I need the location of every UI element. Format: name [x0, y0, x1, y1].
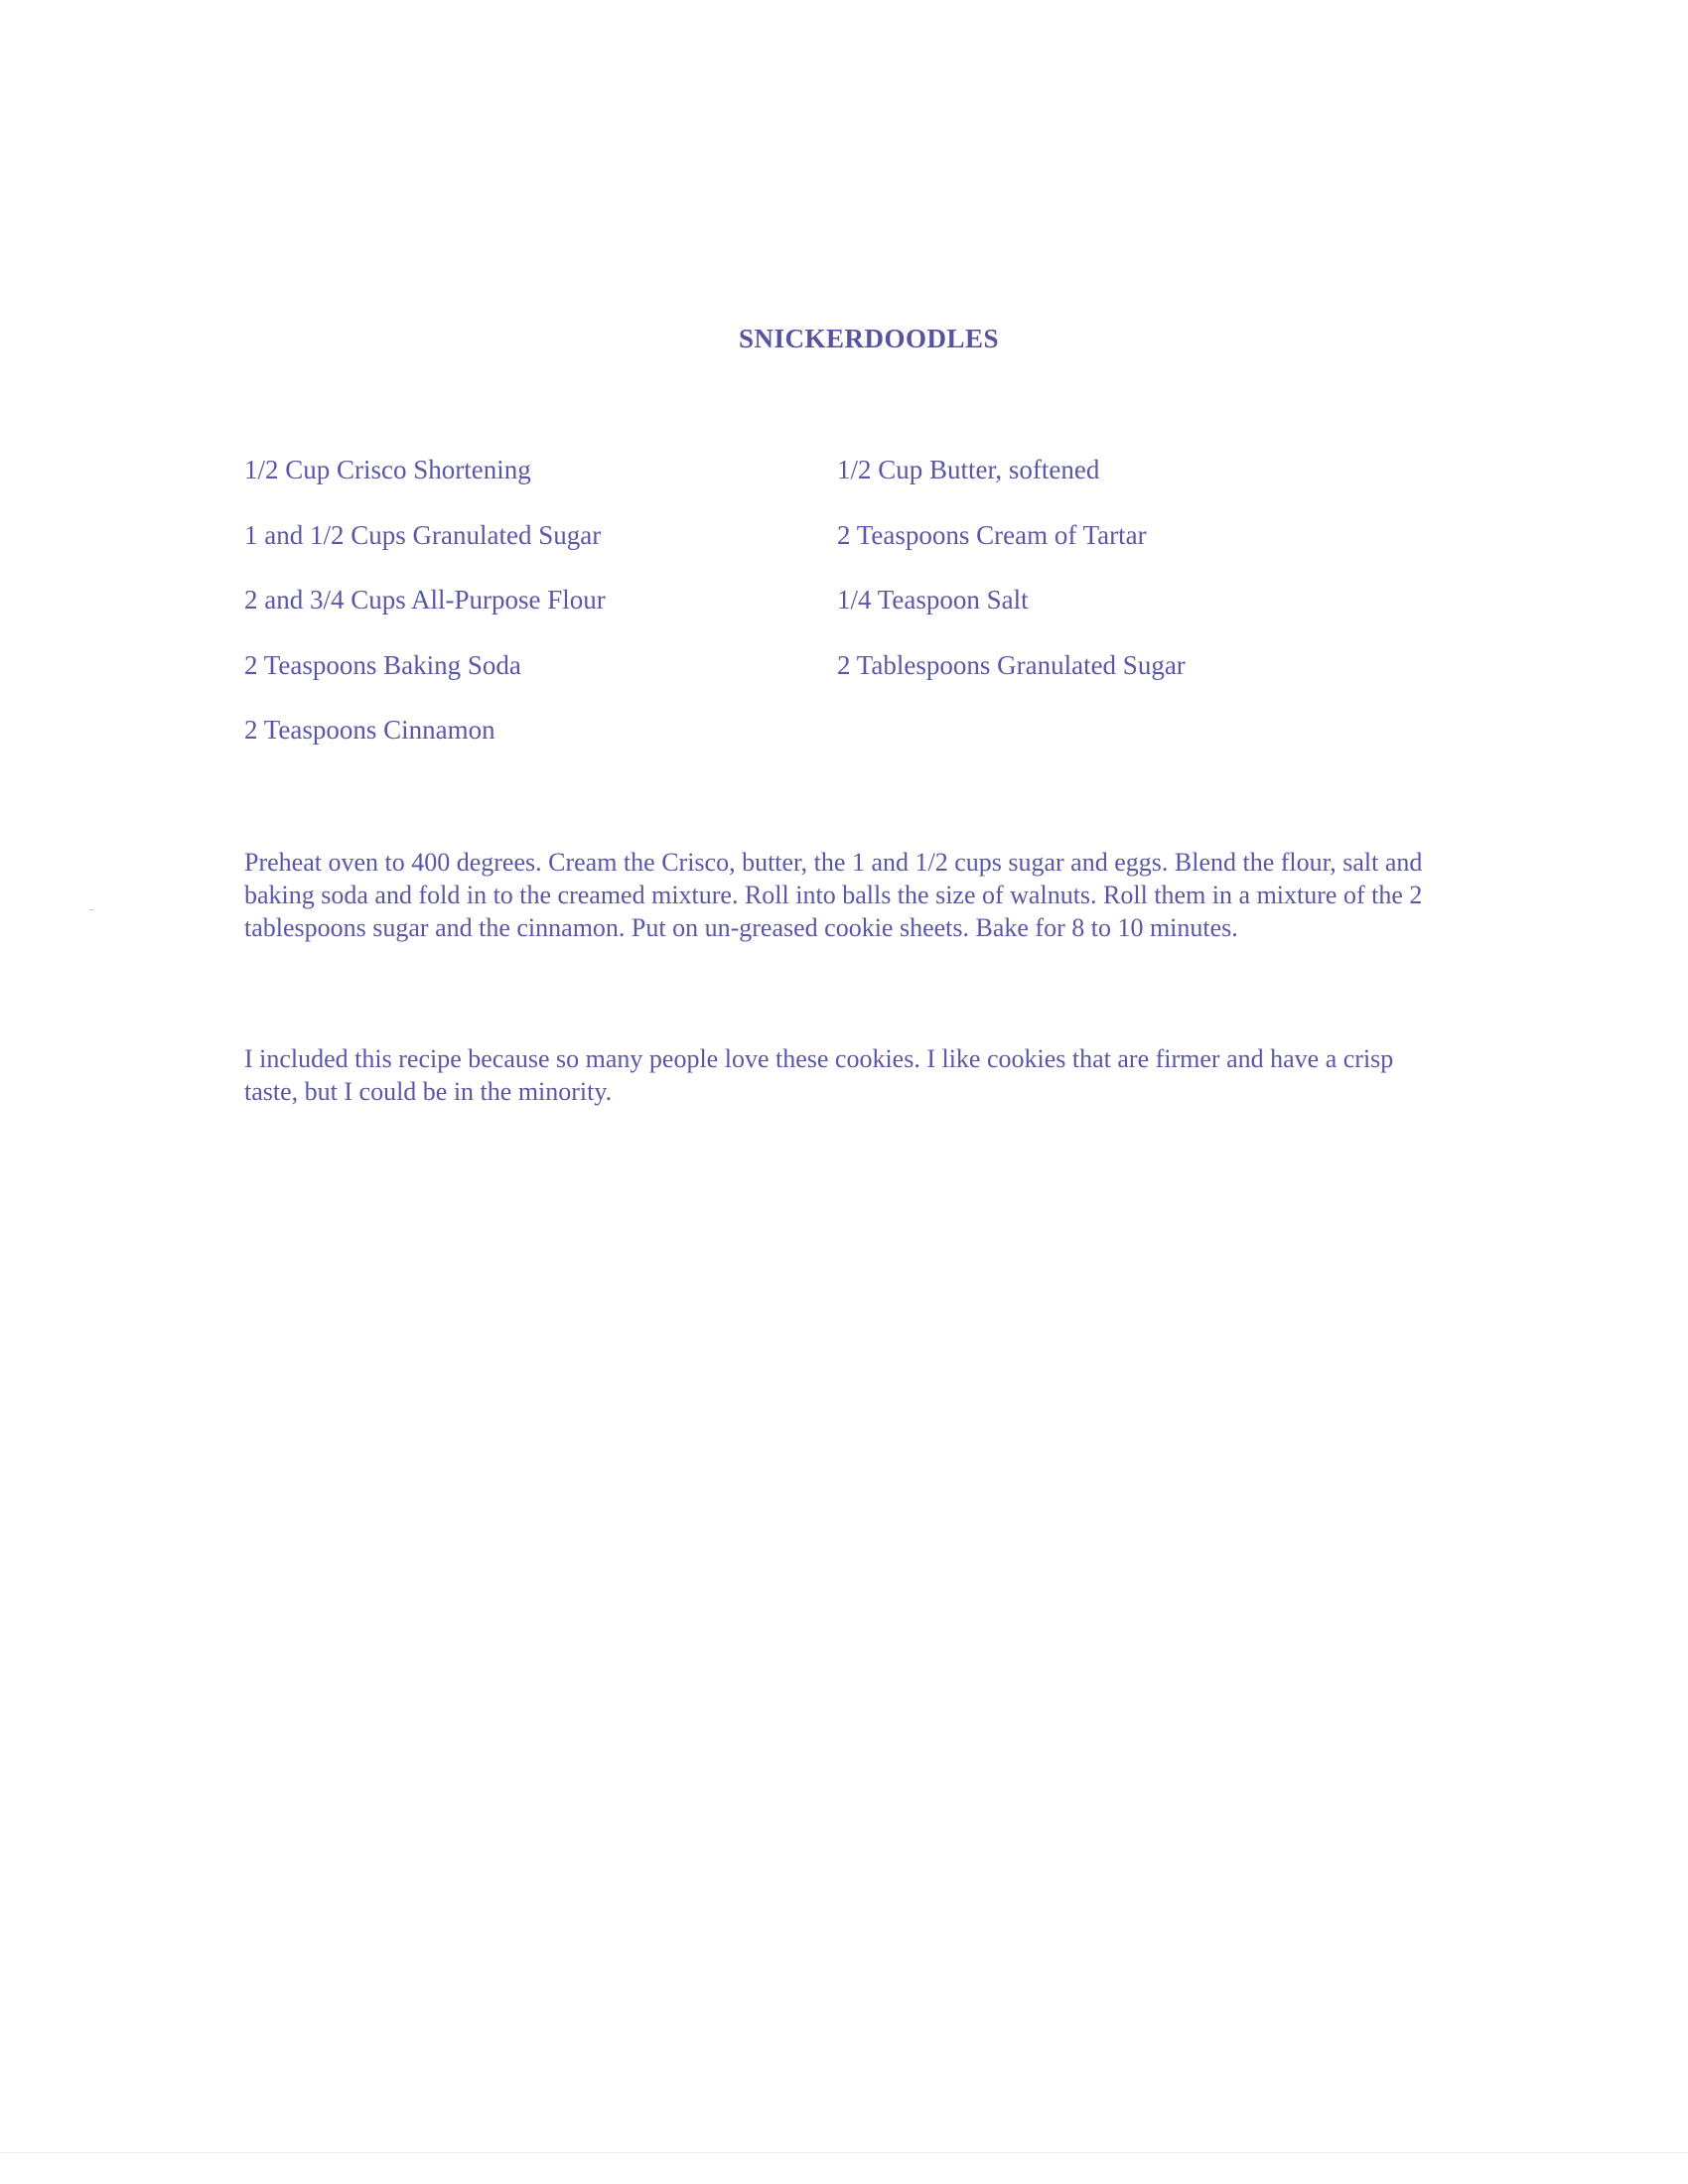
ingredient-row: [244, 650, 1436, 716]
directions-paragraph: Preheat oven to 400 degrees. Cream the Crisco, butter, the 1 and 1/2 cups sugar and eggs. Blend the flour, salt and baking soda and fold in to the creamed mixture. Roll into balls the size of walnuts. Roll them in a mixture of the 2 tablespoons sugar and the cinnamon. Put on un-greased cookie sheets. Bake for 8 to 10 minutes.: [244, 848, 1423, 942]
recipe-title: SNICKERDOODLES: [738, 324, 1000, 353]
ingredient-item: 1/4 Teaspoon Salt: [837, 585, 1029, 614]
ingredient-item: 2 Teaspoons Cinnamon: [244, 715, 495, 745]
ingredient-item: 2 and 3/4 Cups All-Purpose Flour: [244, 585, 606, 614]
ingredient-item: 2 Tablespoons Granulated Sugar: [837, 649, 1186, 680]
ingredient-item: 2 Teaspoons Baking Soda: [244, 649, 521, 680]
ingredient-row: [244, 455, 1436, 520]
author-note-paragraph: I included this recipe because so many people love these cookies. I like cookies that are firmer and have a crisp taste, but I could be in the minority.: [244, 1044, 1394, 1106]
ingredient-item: 2 Teaspoons Cream of Tartar: [837, 519, 1147, 550]
scan-edge-line: [0, 2152, 1688, 2153]
ingredient-list: [244, 455, 1436, 780]
ingredient-item: 1 and 1/2 Cups Granulated Sugar: [244, 519, 602, 550]
ingredient-item: 1/2 Cup Butter, softened: [837, 455, 1100, 484]
ingredient-item: 1/2 Cup Crisco Shortening: [244, 455, 531, 484]
ingredient-row: [244, 520, 1436, 586]
ingredient-row: [244, 715, 1436, 780]
ingredient-row: [244, 585, 1436, 650]
scan-speck: [89, 909, 94, 910]
